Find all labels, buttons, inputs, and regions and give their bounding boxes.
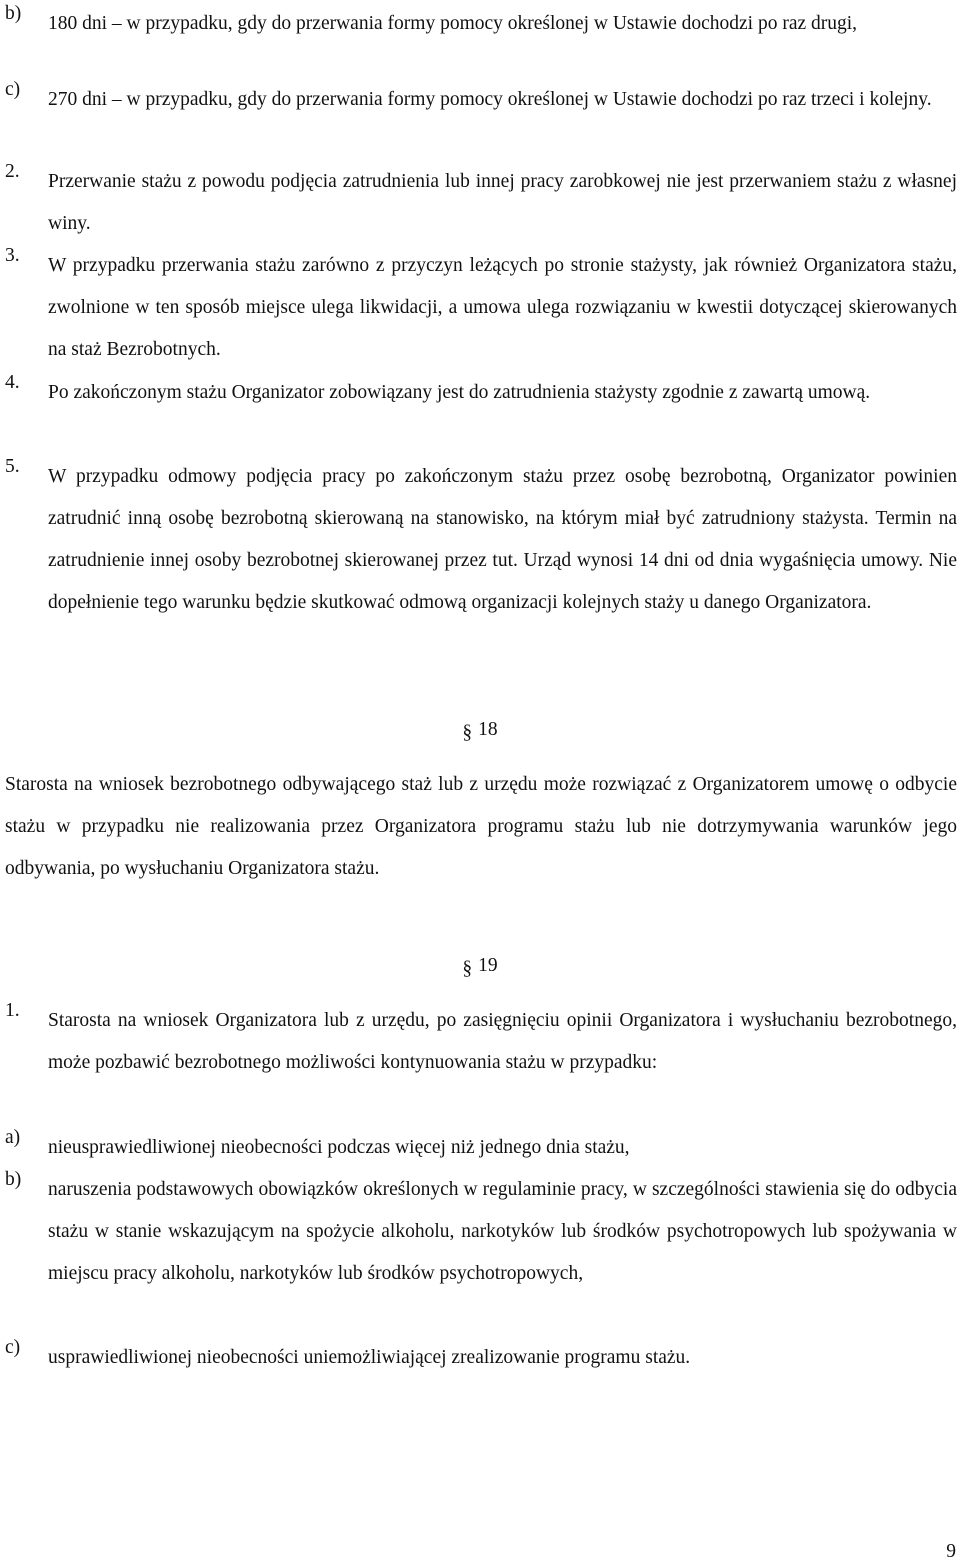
list-item-text: Starosta na wniosek Organizatora lub z urzędu, po zasięgnięciu opinii Organizatora i wysłuchaniu bezrobotnego, może pozbawić bezrobotnego możliwości kontynuowania stażu w przypadku: xyxy=(48,1010,957,1073)
section-number: 19 xyxy=(478,955,498,976)
list-item-19-c xyxy=(5,1337,957,1379)
list-marker: b) xyxy=(5,1169,22,1190)
list-marker: a) xyxy=(5,1127,21,1148)
section-heading-18 xyxy=(0,709,960,751)
list-marker: 1. xyxy=(5,1000,20,1021)
section-sign: § xyxy=(462,722,473,743)
page-number: 9 xyxy=(946,1541,956,1562)
list-item-2 xyxy=(5,161,957,245)
list-item-19-a xyxy=(5,1127,957,1169)
list-item-c xyxy=(5,79,957,121)
list-item-text: usprawiedliwionej nieobecności uniemożliwiającej zrealizowanie programu stażu. xyxy=(48,1347,691,1368)
section-18-paragraph: Starosta na wniosek bezrobotnego odbywającego staż lub z urzędu może rozwiązać z Organizatorem umowę o odbycie stażu w przypadku nie realizowania przez Organizatora programu stażu lub nie dotrzymywania warunków jego odbywania, po wysłuchaniu Organizatora stażu. xyxy=(5,774,957,879)
list-marker: 2. xyxy=(5,161,20,182)
list-item-text: 180 dni – w przypadku, gdy do przerwania formy pomocy określonej w Ustawie dochodzi po raz drugi, xyxy=(48,13,858,34)
section-heading-19 xyxy=(0,945,960,987)
list-marker: 5. xyxy=(5,456,20,477)
list-item-5 xyxy=(5,456,957,624)
list-marker: c) xyxy=(5,1337,21,1358)
list-item-text: nieusprawiedliwionej nieobecności podczas więcej niż jednego dnia stażu, xyxy=(48,1137,630,1158)
list-item-text: W przypadku przerwania stażu zarówno z przyczyn leżących po stronie stażysty, jak również Organizatora stażu, zwolnione w ten sposób miejsce ulega likwidacji, a umowa ulega rozwiązaniu w kwestii dotyczącej skierowanych na staż Bezrobotnych. xyxy=(48,255,957,360)
list-item-text: naruszenia podstawowych obowiązków określonych w regulaminie pracy, w szczególności stawienia się do odbycia stażu w stanie wskazującym na spożycie alkoholu, narkotyków lub środków psychotropowych lub spożywania w miejscu pracy alkoholu, narkotyków lub środków psychotropowych, xyxy=(48,1179,957,1284)
list-item-4 xyxy=(5,372,957,414)
list-marker: 4. xyxy=(5,372,20,393)
list-item-text: 270 dni – w przypadku, gdy do przerwania formy pomocy określonej w Ustawie dochodzi po raz trzeci i kolejny. xyxy=(48,89,932,110)
section-sign: § xyxy=(462,958,473,979)
list-item-19-1 xyxy=(5,1000,957,1084)
list-item-text: W przypadku odmowy podjęcia pracy po zakończonym stażu przez osobę bezrobotną, Organizator powinien zatrudnić inną osobę bezrobotną skierowaną na stanowisko, na którym miał być zatrudniony stażysta. Termin na zatrudnienie innej osoby bezrobotnej skierowanej przez tut. Urząd wynosi 14 dni od dnia wygaśnięcia umowy. Nie dopełnienie tego warunku będzie skutkować odmową organizacji kolejnych staży u danego Organizatora. xyxy=(48,466,957,613)
list-item-19-b xyxy=(5,1169,957,1295)
list-item-3 xyxy=(5,245,957,371)
list-marker: c) xyxy=(5,79,21,100)
list-item-text: Przerwanie stażu z powodu podjęcia zatrudnienia lub innej pracy zarobkowej nie jest przerwaniem stażu z własnej winy. xyxy=(48,171,957,234)
list-marker: b) xyxy=(5,3,22,24)
list-item-b xyxy=(5,3,957,45)
section-number: 18 xyxy=(478,719,498,740)
list-marker: 3. xyxy=(5,245,20,266)
list-item-text: Po zakończonym stażu Organizator zobowiązany jest do zatrudnienia stażysty zgodnie z zawartą umową. xyxy=(48,382,871,403)
